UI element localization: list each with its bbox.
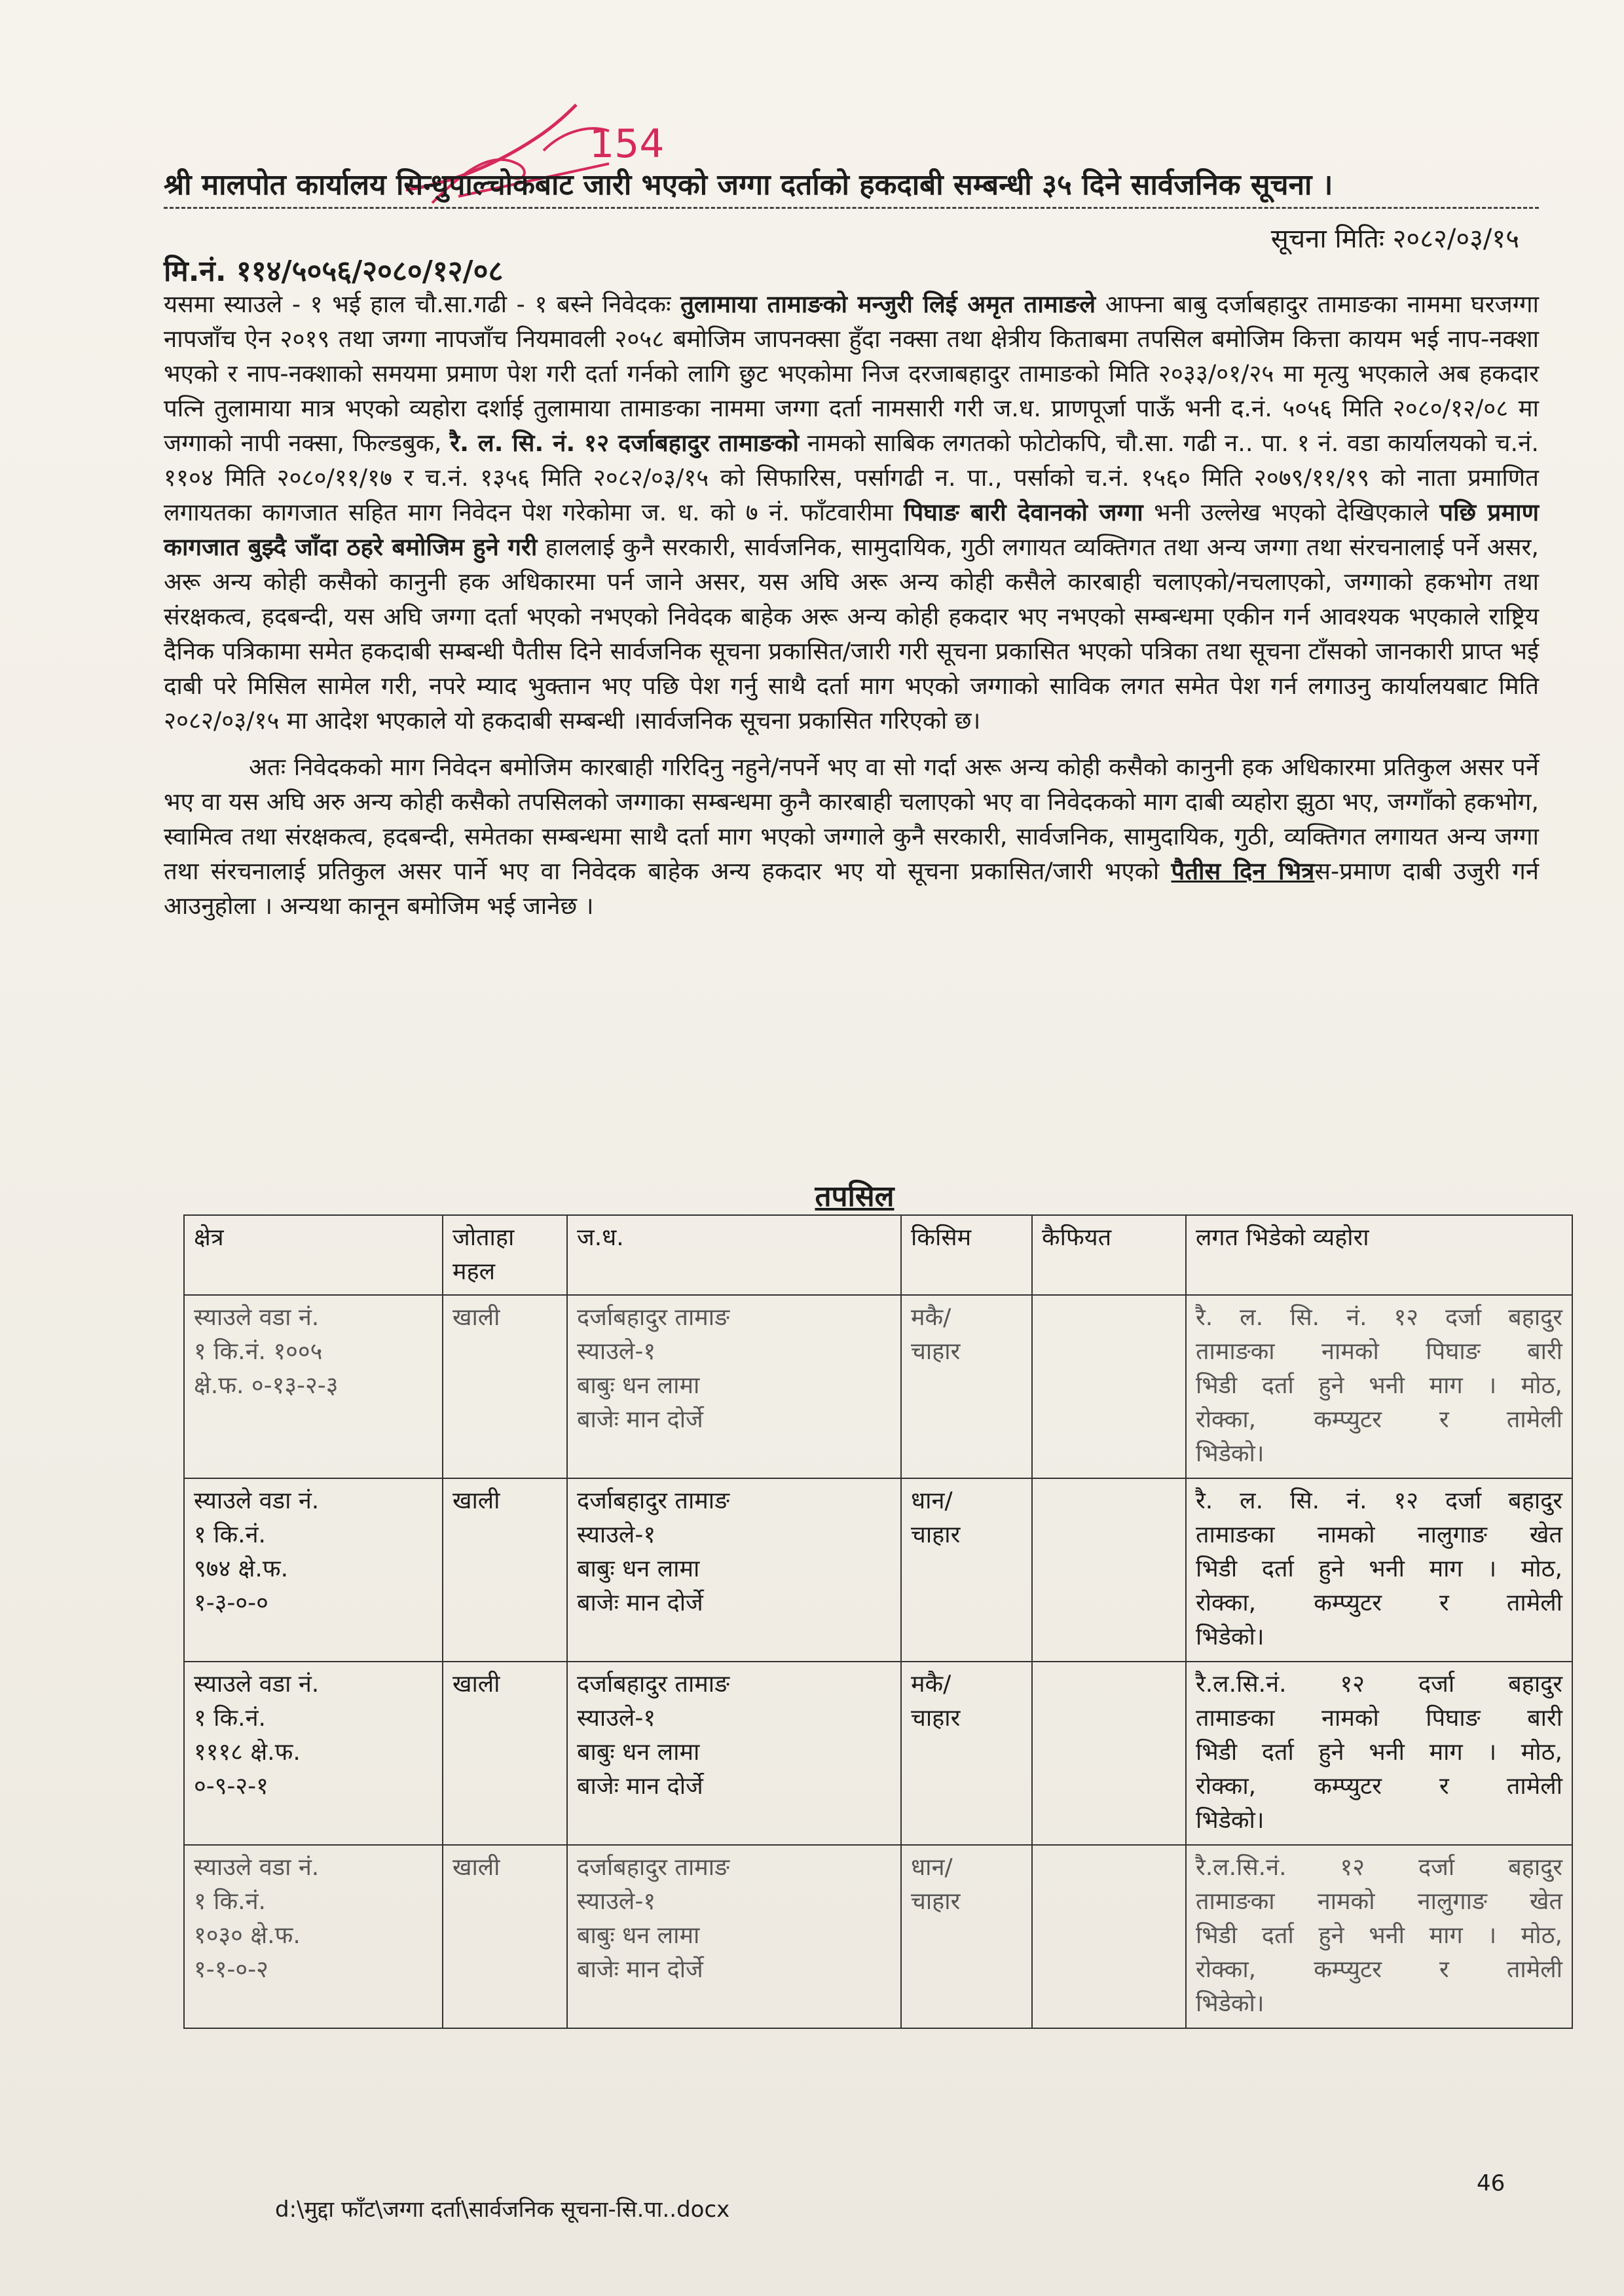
cell-type: धान/ चाहार (901, 1478, 1032, 1662)
notice-date: सूचना मितिः २०८२/०३/१५ (1270, 224, 1519, 254)
cell-record: रै. ल. सि. नं. १२ दर्जा बहादुर तामाङका नामको नालुगाङ खेत भिडी दर्ता हुने भनी माग । मोठ, रोक्का, कम्प्युटर र तामेली भिडेको। (1186, 1478, 1572, 1662)
paragraph-1: यसमा स्याउले - १ भई हाल चौ.सा.गढी - १ बस्ने निवेदकः तुलामाया तामाङको मन्जुरी लिई अमृत तामाङले आफ्ना बाबु दर्जाबहादुर तामाङका नाममा घरजग्गा नापजाँच ऐन २०१९ तथा जग्गा नापजाँच नियमावली २०५८ बमोजिम जापनक्सा हुँदा नक्सा तथा क्षेत्रीय किताबमा तपसिल बमोजिम कित्ता कायम भई नाप-नक्शा भएको र नाप-नक्शाको समयमा प्रमाण पेश गरी दर्ता गर्नको लागि छुट भएकोमा निज दरजाबहादुर तामाङको मिति २०३३/०१/२५ मा मृत्यु भएकाले अब हकदार पत्नि तुलामाया मात्र भएको व्यहोरा दर्शाई तुलामाया तामाङका नाममा जग्गा दर्ता नामसारी गरी ज.ध. प्राणपूर्जा पाऊँ भनी द.नं. ५०५६ मिति २०८०/१२/०८ मा जग्गाको नापी नक्सा, फिल्डबुक, रै. ल. सि. नं. १२ दर्जाबहादुर तामाङको नामको साबिक लगतको फोटोकपि, चौ.सा. गढी न.. पा. १ नं. वडा कार्यालयको च.नं. ११०४ मिति २०८०/११/१७ र च.नं. १३५६ मिति २०८२/०३/१५ को सिफारिस, पर्सागढी न. पा., पर्साको च.नं. १५६० मिति २०७९/११/१९ को नाता प्रमाणित लगायतका कागजात सहित माग निवेदन पेश गरेकोमा ज. ध. को ७ नं. फाँटवारीमा पिघाङ बारी देवानको जग्गा भनी उल्लेख भएको देखिएकाले पछि प्रमाण कागजात बुझ्दै जाँदा ठहरे बमोजिम हुने गरी हाललाई कुनै सरकारी, सार्वजनिक, सामुदायिक, गुठी लगायत व्यक्तिगत तथा अन्य जग्गा तथा संरचनालाई पर्ने असर, अरू अन्य कोही कसैको कानुनी हक अधिकारमा पर्न जाने असर, यस अघि अरू अन्य कोही कसैले कारबाही चलाएको/नचलाएको, जग्गाको हकभोग तथा संरक्षकत्व, हदबन्दी, यस अघि जग्गा दर्ता भएको नभएको निवेदक बाहेक अरू अन्य कोही हकदार भए नभएको सम्बन्धमा एकीन गर्न आवश्यक भएकाले राष्ट्रिय दैनिक पत्रिकामा समेत हकदाबी सम्बन्धी पैतीस दिने सार्वजनिक सूचना प्रकासित/जारी गरी सूचना प्रकासित भएको पत्रिका तथा सूचना टाँसको जानकारी प्राप्त भई दाबी परे मिसिल सामेल गरी, नपरे म्याद भुक्तान भए पछि पेश गर्नु साथै दर्ता माग भएको जग्गाको साविक लगत समेत पेश गर्न लगाउनु कार्यालयबाट मिति २०८२/०३/१५ मा आदेश भएकाले यो हकदाबी सम्बन्धी ।सार्वजनिक सूचना प्रकासित गरिएको छ। (164, 290, 1540, 735)
cell-remarks (1032, 1662, 1186, 1845)
reference-number: मि.नं. ११४/५०५६/२०८०/१२/०८ (164, 255, 504, 288)
cell-owner: दर्जाबहादुर तामाङ स्याउले-१ बाबुः धन लामा बाजेः मान दोर्जे (567, 1295, 901, 1478)
cell-type: मकै/ चाहार (901, 1662, 1032, 1845)
cell-area: स्याउले वडा नं. १ कि.नं. १११८ क्षे.फ. ०-९-२-१ (184, 1662, 443, 1845)
cell-owner: दर्जाबहादुर तामाङ स्याउले-१ बाबुः धन लामा बाजेः मान दोर्जे (567, 1845, 901, 2028)
notice-body (164, 287, 1539, 923)
cell-owner: दर्जाबहादुर तामाङ स्याउले-१ बाबुः धन लामा बाजेः मान दोर्जे (567, 1478, 901, 1662)
cell-owner: दर्जाबहादुर तामाङ स्याउले-१ बाबुः धन लामा बाजेः मान दोर्जे (567, 1662, 901, 1845)
paragraph-2: अतः निवेदकको माग निवेदन बमोजिम कारबाही गरिदिनु नहुने/नपर्ने भए वा सो गर्दा अरू अन्य कोही कसैको कानुनी हक अधिकारमा प्रतिकुल असर पर्ने भए वा यस अघि अरु अन्य कोही कसैको तपसिलको जग्गाका सम्बन्धमा कुनै कारबाही चलाएको भए वा निवेदकको माग दाबी व्यहोरा झुठा भए, जग्गाँको हकभोग, स्वामित्व तथा संरक्षकत्व, हदबन्दी, समेतका सम्बन्धमा साथै दर्ता माग भएको जग्गाले कुनै सरकारी, सार्वजनिक, सामुदायिक, गुठी, व्यक्तिगत लगायत अन्य जग्गा तथा संरचनालाई प्रतिकुल असर पार्ने भए वा निवेदक बाहेक अन्य हकदार भए यो सूचना प्रकासित/जारी भएको पैतीस दिन भित्रस-प्रमाण दाबी उजुरी गर्न आउनुहोला । अन्यथा कानून बमोजिम भई जानेछ । (164, 753, 1539, 920)
cell-record: रै. ल. सि. नं. १२ दर्जा बहादुर तामाङका नामको पिघाङ बारी भिडी दर्ता हुने भनी माग । मोठ, रोक्का, कम्प्युटर र तामेली भिडेको। (1186, 1295, 1572, 1478)
page-number: 46 (1477, 2170, 1505, 2196)
land-schedule-table (183, 1214, 1573, 2029)
header-record: लगत भिडेको व्यहोरा (1186, 1215, 1572, 1295)
table-row (184, 1478, 1572, 1662)
cell-remarks (1032, 1845, 1186, 2028)
table-row (184, 1295, 1572, 1478)
notice-title: श्री मालपोत कार्यालय सिन्धुपाल्चोकबाट जारी भएको जग्गा दर्ताको हकदाबी सम्बन्धी ३५ दिने सार्वजनिक सूचना । (164, 164, 1539, 209)
svg-text:154: 154 (589, 121, 665, 167)
table-header-row (184, 1215, 1572, 1295)
header-area: क्षेत्र (184, 1215, 443, 1295)
footer-file-path: d:\मुद्दा फाँट\जग्गा दर्ता\सार्वजनिक सूचना-सि.पा..docx (275, 2196, 730, 2223)
cell-remarks (1032, 1478, 1186, 1662)
header-tenant: जोताहा महल (443, 1215, 567, 1295)
header-type: किसिम (901, 1215, 1032, 1295)
table-row (184, 1845, 1572, 2028)
cell-tenant: खाली (443, 1478, 567, 1662)
cell-record: रै.ल.सि.नं. १२ दर्जा बहादुर तामाङका नामको नालुगाङ खेत भिडी दर्ता हुने भनी माग । मोठ, रोक्का, कम्प्युटर र तामेली भिडेको। (1186, 1845, 1572, 2028)
cell-record: रै.ल.सि.नं. १२ दर्जा बहादुर तामाङका नामको पिघाङ बारी भिडी दर्ता हुने भनी माग । मोठ, रोक्का, कम्प्युटर र तामेली भिडेको। (1186, 1662, 1572, 1845)
table-row (184, 1662, 1572, 1845)
cell-type: मकै/ चाहार (901, 1295, 1032, 1478)
cell-type: धान/ चाहार (901, 1845, 1032, 2028)
cell-remarks (1032, 1295, 1186, 1478)
cell-tenant: खाली (443, 1295, 567, 1478)
cell-area: स्याउले वडा नं. १ कि.नं. १०३० क्षे.फ. १-१-०-२ (184, 1845, 443, 2028)
header-remarks: कैफियत (1032, 1215, 1186, 1295)
cell-area: स्याउले वडा नं. १ कि.नं. ९७४ क्षे.फ. १-३-०-० (184, 1478, 443, 1662)
cell-tenant: खाली (443, 1662, 567, 1845)
cell-tenant: खाली (443, 1845, 567, 2028)
schedule-heading: तपसिल (815, 1180, 895, 1213)
cell-area: स्याउले वडा नं. १ कि.नं. १००५ क्षे.फ. ०-१३-२-३ (184, 1295, 443, 1478)
header-owner: ज.ध. (567, 1215, 901, 1295)
